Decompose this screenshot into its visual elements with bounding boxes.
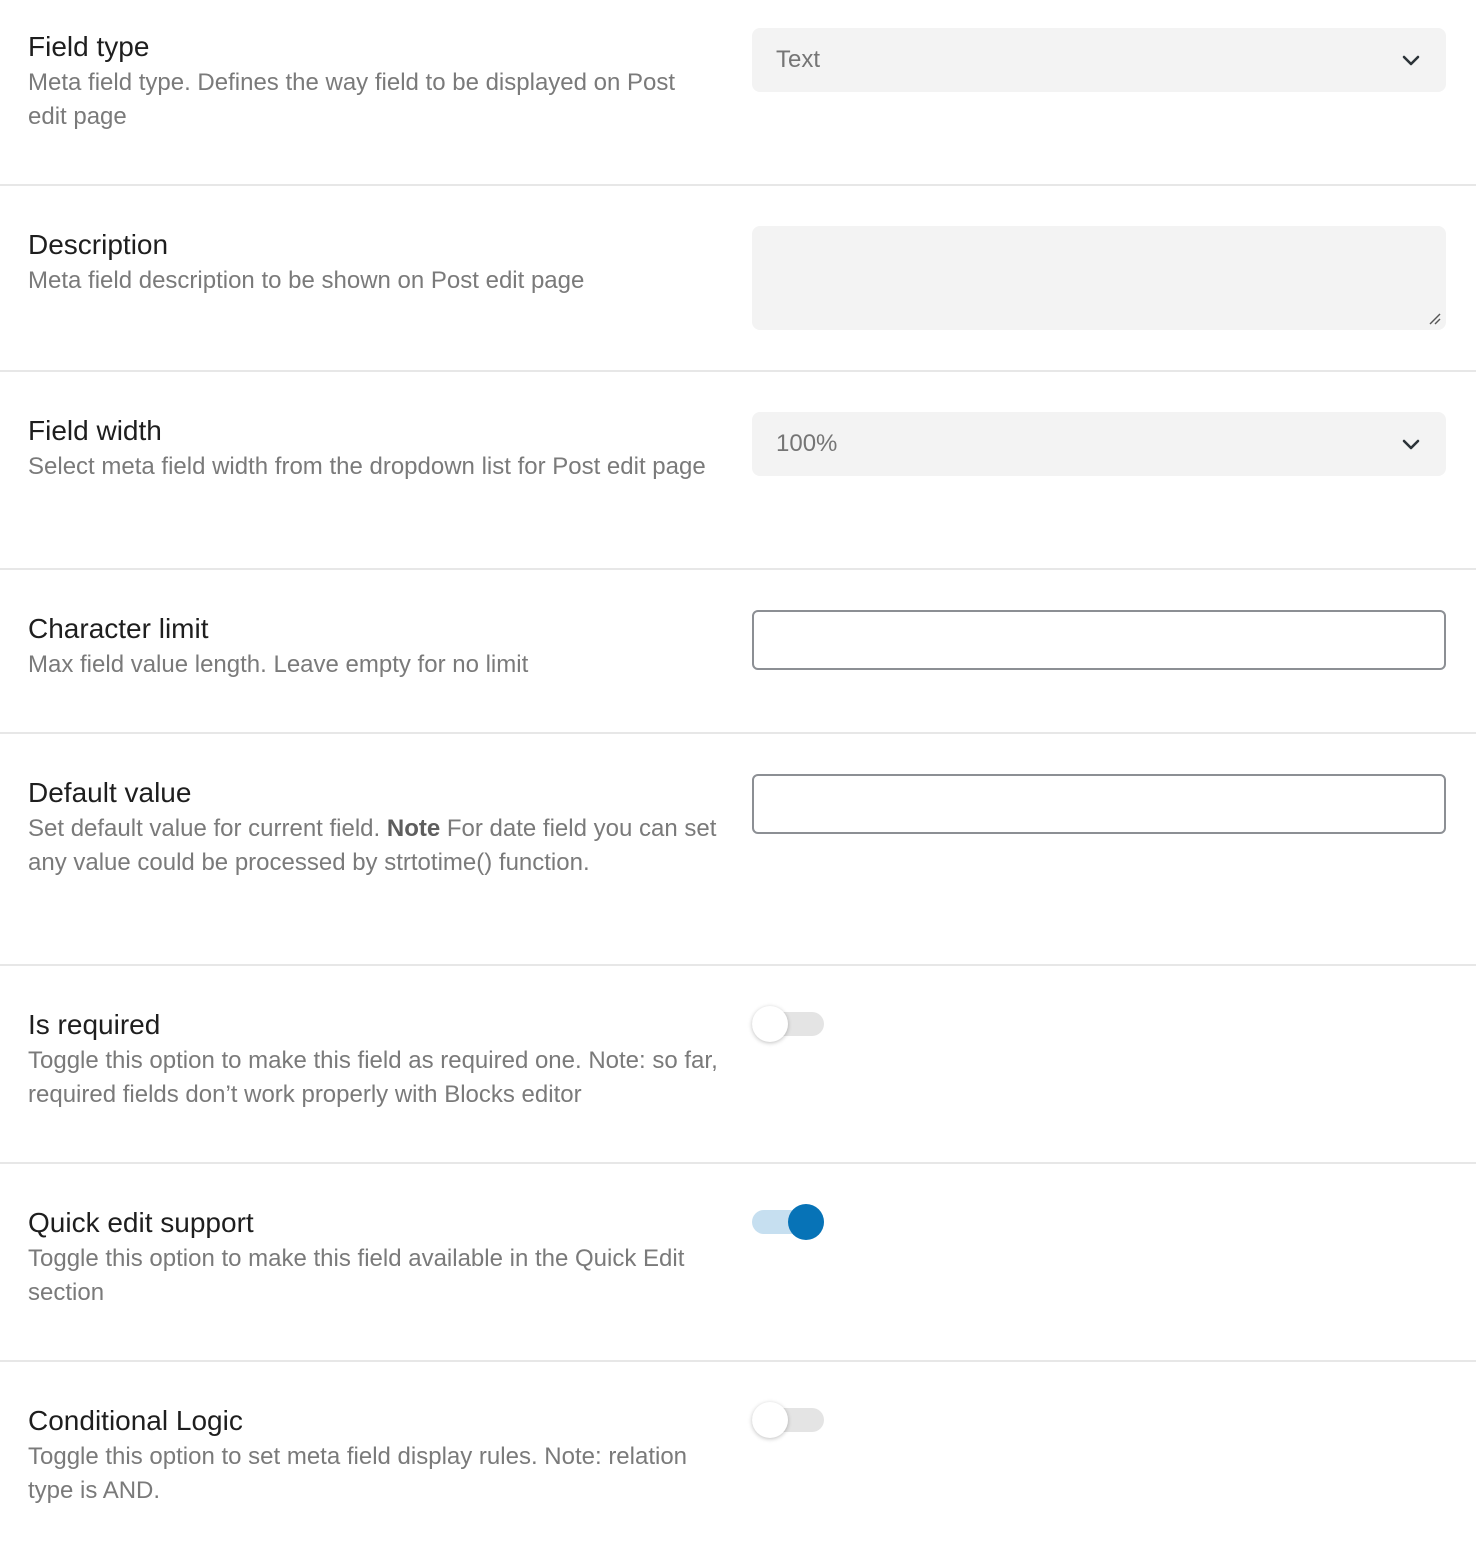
chevron-down-icon [1400, 49, 1422, 71]
is-required-toggle[interactable] [752, 1006, 824, 1042]
is-required-label: Is required [28, 1009, 161, 1040]
is-required-description: Toggle this option to make this field as required one. Note: so far, required fields don’t work properly with Blocks editor [28, 1047, 718, 1108]
field-width-select[interactable] [752, 412, 1446, 476]
conditional-logic-row [0, 1362, 1476, 1546]
toggle-knob [788, 1204, 824, 1240]
default-value-info [28, 776, 718, 880]
conditional-logic-label: Conditional Logic [28, 1405, 243, 1436]
field-type-label: Field type [28, 31, 150, 62]
default-value-description-end: For date field you can set any value could be processed by strtotime() function. [28, 815, 717, 876]
character-limit-label: Character limit [28, 613, 209, 644]
default-value-description-start: Set default value for current field. [28, 815, 387, 842]
description-row [0, 186, 1476, 372]
resize-grip-icon[interactable] [1426, 310, 1442, 326]
quick-edit-label: Quick edit support [28, 1207, 254, 1238]
field-width-description: Select meta field width from the dropdown list for Post edit page [28, 453, 706, 480]
quick-edit-row [0, 1164, 1476, 1362]
chevron-down-icon [1400, 433, 1422, 455]
toggle-knob [752, 1006, 788, 1042]
description-label: Description [28, 229, 169, 260]
default-value-label: Default value [28, 777, 192, 808]
is-required-info [28, 1008, 718, 1112]
field-width-info [28, 414, 718, 484]
field-width-row [0, 372, 1476, 570]
field-type-select[interactable] [752, 28, 1446, 92]
field-width-label: Field width [28, 415, 162, 446]
default-value-row [0, 734, 1476, 966]
conditional-logic-info [28, 1404, 718, 1508]
field-type-selected-value: Text [776, 46, 821, 73]
is-required-row [0, 966, 1476, 1164]
character-limit-description: Max field value length. Leave empty for no limit [28, 651, 529, 678]
field-type-info [28, 30, 718, 134]
field-type-description: Meta field type. Defines the way field to be displayed on Post edit page [28, 69, 676, 130]
default-value-description [28, 812, 718, 880]
quick-edit-info [28, 1206, 718, 1310]
character-limit-row [0, 570, 1476, 734]
character-limit-info [28, 612, 718, 682]
field-type-row [0, 0, 1476, 186]
conditional-logic-toggle[interactable] [752, 1402, 824, 1438]
default-value-note: Note [386, 815, 441, 842]
toggle-knob [752, 1402, 788, 1438]
description-info [28, 228, 718, 298]
quick-edit-description: Toggle this option to make this field available in the Quick Edit section [28, 1245, 685, 1306]
description-textarea[interactable] [752, 226, 1446, 330]
default-value-input[interactable] [752, 774, 1446, 834]
field-width-selected-value: 100% [776, 430, 838, 457]
character-limit-input[interactable] [752, 610, 1446, 670]
description-description: Meta field description to be shown on Post edit page [28, 267, 585, 294]
conditional-logic-description: Toggle this option to set meta field display rules. Note: relation type is AND. [28, 1443, 688, 1504]
quick-edit-toggle[interactable] [752, 1204, 824, 1240]
